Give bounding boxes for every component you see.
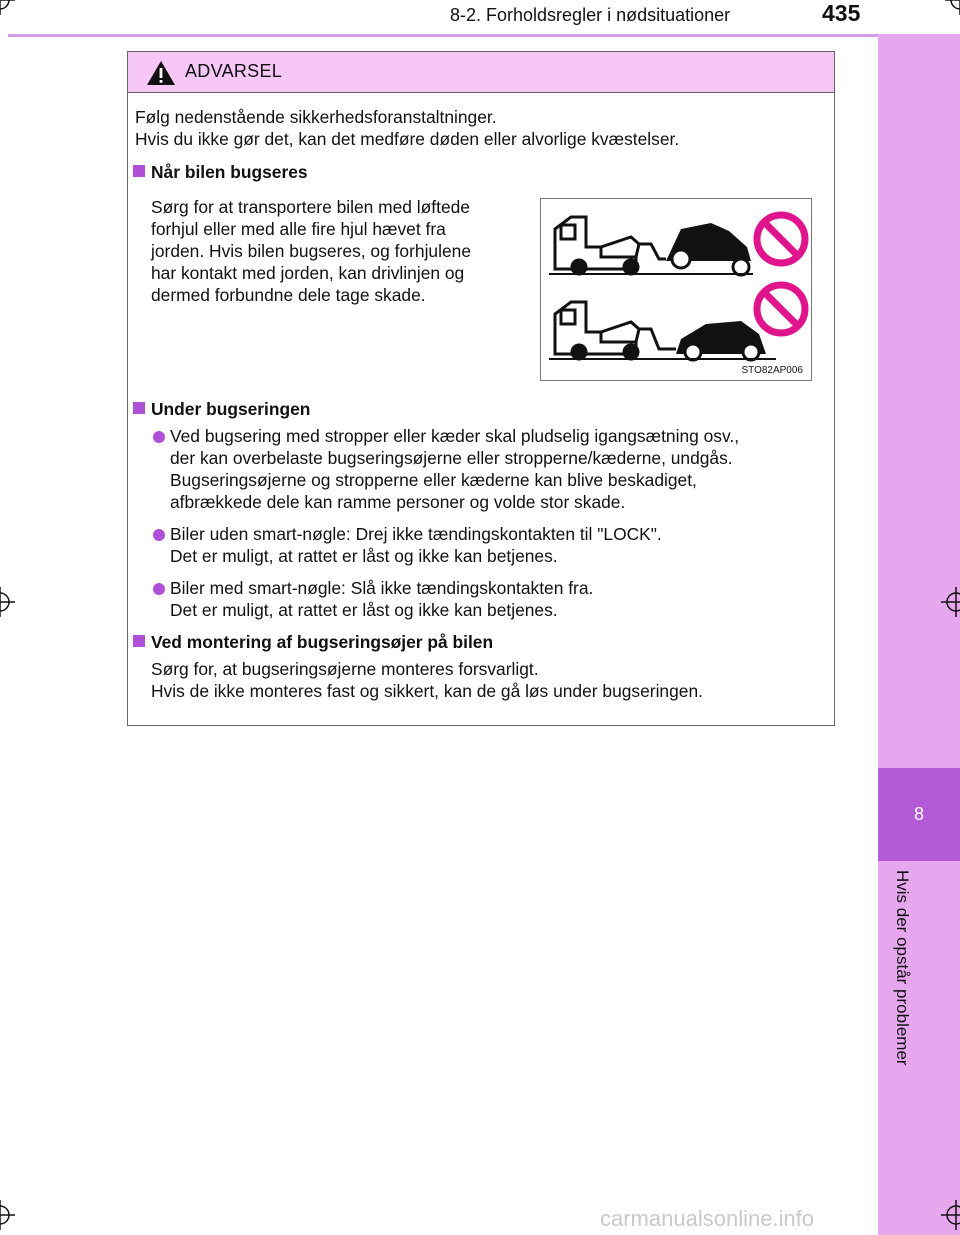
text-line: Sørg for, at bugseringsøjerne monteres forsvarligt. (151, 659, 539, 679)
text-line: Det er muligt, at rattet er låst og ikke kan betjenes. (170, 600, 558, 620)
prohibited-sign-icon (757, 215, 805, 263)
text-line: der kan overbelaste bugseringsøjerne eller stropperne/kæderne, undgås. (170, 448, 733, 468)
chapter-number-tab (878, 768, 960, 861)
text-line: jorden. Hvis bilen bugseres, og forhjulene (151, 241, 471, 261)
figure-id: STO82AP006 (741, 365, 803, 376)
round-bullet-icon (153, 431, 165, 443)
square-bullet-icon (133, 635, 145, 647)
bullet-paragraph (170, 523, 826, 567)
text-line: Biler uden smart-nøgle: Drej ikke tændingskontakten til "LOCK". (170, 524, 662, 544)
warning-header (128, 52, 834, 93)
warning-triangle-icon (146, 60, 176, 86)
car-icon (676, 321, 766, 360)
text-line: afbrækkede dele kan ramme personer og volde stor skade. (170, 492, 626, 512)
text-line: Biler med smart-nøgle: Slå ikke tændingskontakten fra. (170, 578, 594, 598)
text-line: forhjul eller med alle fire hjul hævet fra (151, 219, 446, 239)
warning-box (127, 51, 835, 726)
tow-truck-icon (555, 302, 676, 359)
chapter-number: 8 (913, 804, 924, 824)
towing-illustration (540, 198, 812, 381)
crop-mark-icon (0, 1200, 15, 1230)
text-line: har kontakt med jorden, kan drivlinjen og (151, 263, 465, 283)
text-line: Bugseringsøjerne og stropperne eller kæderne kan blive beskadiget, (170, 470, 697, 490)
warning-intro-line-2: Hvis du ikke gør det, kan det medføre døden eller alvorlige kvæstelser. (135, 129, 680, 149)
text-line: Sørg for at transportere bilen med løftede (151, 197, 470, 217)
square-bullet-icon (133, 165, 145, 177)
square-bullet-icon (133, 402, 145, 414)
tow-truck-icon (555, 217, 666, 274)
round-bullet-icon (153, 529, 165, 541)
header-rule (8, 34, 878, 37)
watermark: carmanualsonline.info (600, 1206, 815, 1231)
page-number: 435 (822, 0, 861, 26)
crop-mark-icon (941, 1200, 960, 1230)
text-line: Hvis de ikke monteres fast og sikkert, kan de gå løs under bugseringen. (151, 681, 703, 701)
bullet-paragraph (170, 425, 826, 513)
towing-paragraph (151, 196, 517, 306)
car-icon (666, 223, 751, 275)
warning-title: ADVARSEL (185, 61, 283, 81)
bullet-paragraph (170, 577, 826, 621)
tow-truck-prohibited-illustration (541, 199, 810, 379)
warning-intro-line-1: Følg nedenstående sikkerhedsforanstaltninger. (135, 107, 497, 127)
text-line: Det er muligt, at rattet er låst og ikke kan betjenes. (170, 546, 558, 566)
crop-mark-icon (0, 0, 15, 15)
section-title: 8-2. Forholdsregler i nødsituationer (450, 5, 731, 25)
chapter-title: Hvis der opstår problemer (893, 870, 912, 1066)
crop-mark-icon (945, 0, 960, 15)
crop-mark-icon (941, 587, 960, 617)
crop-mark-icon (0, 587, 15, 617)
section-heading-during-towing: Under bugseringen (133, 398, 310, 420)
section-heading-tow-eyelets: Ved montering af bugseringsøjer på bilen (133, 631, 493, 653)
text-line: dermed forbundne dele tage skade. (151, 285, 426, 305)
round-bullet-icon (153, 583, 165, 595)
tow-eyelets-paragraph (151, 658, 703, 702)
section-heading-towing: Når bilen bugseres (133, 161, 308, 183)
prohibited-sign-icon (757, 285, 805, 333)
text-line: Ved bugsering med stropper eller kæder skal pludselig igangsætning osv., (170, 426, 740, 446)
